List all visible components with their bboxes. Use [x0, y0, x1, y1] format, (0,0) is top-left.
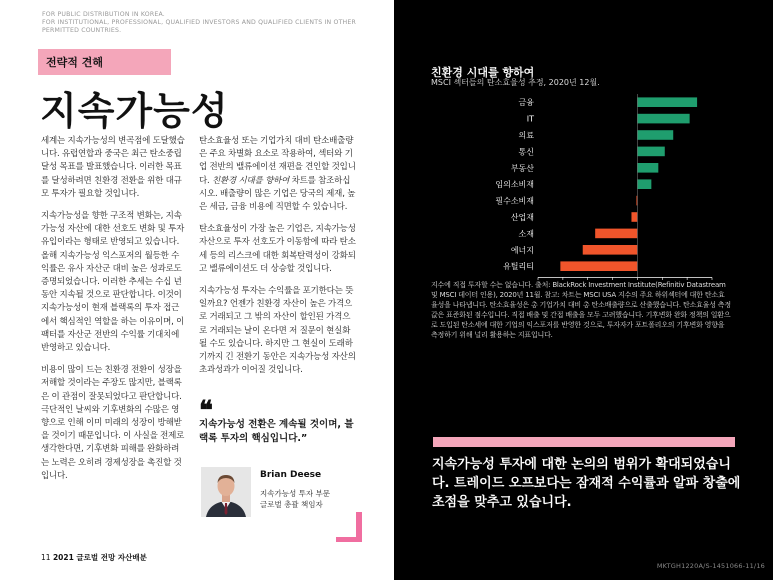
section-tag-label: 전략적 견해 [46, 56, 103, 69]
pull-quote: 지속가능성 전환은 계속될 것이며, 블랙록 투자의 핵심입니다.” [199, 419, 354, 444]
category-label: 통신 [518, 147, 534, 157]
carbon-efficiency-chart [430, 88, 720, 280]
decorative-bar [433, 437, 735, 447]
chart-source-note: 지수에 직접 투자할 수는 없습니다. 출처: BlackRock Investment Institute(Refinitiv Datastream 및 MSCI 데이터 인용), 2020년 11월. 참고: 차트는 MSCI USA 지수의 주요 하위섹터에 대한 탄소효율성을 나타냅니다. 탄소효율성은 총 기업가치 대비 총 탄소배출량으로 산출했습니다. 탄소효율성 측정값은 표준화된 점수입니다. 직접 배출 및 간접 배출을 모두 고려했습니다. 기후변화 완화 정책의 일환으로 도입된 탄소세에 대한 기업의 익스포저를 반영한 것으로, 투자자가 포트폴리오의 기후변화 영향을 측정하기 위해 널리 활용하는 지표입니다. [431, 281, 731, 339]
paragraph: 지속가능성 투자는 수익률을 포기한다는 뜻일까요? 언젠가 친환경 자산이 높은 가격으로 거래되고 그 밖의 자산이 할인된 가격으로 거래되는 날이 온다면 저 질문이 현실화될 수도 있습니다. 하지만 그 현실이 도래하기까지 긴 전환기 동안은 지속가능성 자산의 초과성과가 이어질 것입니다. [199, 286, 356, 376]
section-tag [38, 49, 171, 75]
category-label: 에너지 [510, 245, 534, 255]
chart-bar [560, 261, 637, 271]
body-column-1 [41, 135, 186, 492]
category-label: IT [526, 114, 534, 124]
category-label: 임의소비재 [495, 180, 534, 190]
person-portrait-icon [201, 467, 251, 517]
category-label: 소재 [518, 229, 534, 239]
category-label: 필수소비재 [495, 196, 534, 206]
chart-bar [637, 97, 697, 107]
chart-bar [637, 163, 658, 173]
chart-bar [637, 130, 673, 140]
callout-text: 지속가능성 투자에 대한 논의의 범위가 확대되었습니다. 트레이드 오프보다는 잠재적 수익률과 알파 창출에 초점을 맞추고 있습니다. [432, 457, 741, 510]
page-number: 11 [41, 553, 51, 562]
person-role: 지속가능성 투자 부문 [260, 489, 330, 498]
category-label: 금융 [518, 98, 534, 108]
person-role: 글로벌 총괄 책임자 [260, 500, 323, 509]
chart-bar [595, 229, 637, 239]
category-label: 의료 [518, 131, 534, 140]
chart-bar [637, 179, 651, 189]
chart-bar [637, 147, 664, 157]
page-title: 지속가능성 [40, 89, 229, 133]
disclaimer [42, 11, 382, 35]
category-label: 산업재 [510, 213, 534, 222]
paragraph-text: 차트를 참조하십시오. 배출량이 많은 기업은 당국의 제재, 높은 세금, 금융 비용에 직면할 수 있습니다. [199, 175, 356, 213]
chart-reference: 친환경 시대를 향하여 [212, 175, 290, 186]
paragraph-text: 탄소효율성 또는 기업가치 대비 탄소배출량은 주요 차별화 요소로 작용하여, 섹터와 기업 전반의 밸류에이션 재편을 견인할 것입니다. [199, 136, 356, 186]
chart-bar [637, 114, 689, 124]
person-name: Brian Deese [260, 470, 322, 480]
category-label: 부동산 [510, 163, 534, 173]
disclaimer-line: PERMITTED COUNTRIES. [42, 27, 122, 34]
chart-title: 친환경 시대를 향하여 [431, 66, 535, 79]
disclaimer-line: FOR INSTITUTIONAL, PROFESSIONAL, QUALIFIED INVESTORS AND QUALIFIED CLIENTS IN OTHER [42, 19, 357, 26]
decorative-corner [356, 512, 362, 542]
chart-bar [583, 245, 638, 255]
body-column-2 [199, 135, 357, 386]
paragraph [199, 135, 357, 214]
paragraph: 지속가능성을 향한 구조적 변화는, 지속가능성 자산에 대한 선호도 변화 및 투자 유입이라는 형태로 반영되고 있습니다. 올해 지속가능성 익스포저의 월등한 수익률은 유사 자산군 대비 높은 성과로도 증명되었습니다. 이러한 추세는 수십 년 동안 지속될 것으로 판단합니다. 이것이 지속가능성이 현재 블랙록의 투자 접근에서 핵심적인 역할을 하는 이유이며, 이 팩터를 자산군 전반의 수익률 기대치에 반영하고 있습니다. [41, 211, 185, 354]
publication-title: 2021 글로벌 전망 자산배분 [52, 553, 147, 562]
paragraph: 비용이 많이 드는 친환경 전환이 성장을 저해할 것이라는 주장도 많지만, 블랙록은 이 관점이 잘못되었다고 판단합니다. 극단적인 날씨와 기후변화의 수많은 영향으로 인해 이미 미래의 성장이 방해받을 것이기 때문입니다. 이 사실을 전제로 생각한다면, 기후변화 피해를 완화하려는 노력은 오히려 경제성장을 촉진할 것입니다. [41, 365, 185, 481]
disclaimer-line: FOR PUBLIC DISTRIBUTION IN KOREA. [42, 11, 165, 18]
chart-subtitle: MSCI 섹터들의 탄소효율성 추정, 2020년 12월. [431, 78, 600, 87]
paragraph: 세계는 지속가능성의 변곡점에 도달했습니다. 유럽연합과 중국은 최근 탄소중립 달성 목표를 발표했습니다. 이러한 목표를 달성하려면 친환경 전환을 위한 대규모 투자가 필요할 것입니다. [41, 136, 185, 199]
page-footer [41, 552, 147, 563]
avatar [201, 467, 251, 517]
paragraph: 탄소효율성이 가장 높은 기업은, 지속가능성 자산으로 투자 선호도가 이동함에 따라 탄소세 등의 리스크에 대한 회복탄력성이 강화되고 밸류에이션도 더 상승할 것입니다. [199, 224, 356, 274]
category-label: 유틸리티 [503, 262, 534, 272]
chart-bar [631, 212, 637, 222]
document-code: MKTGH1220A/S-1451066-11/16 [656, 562, 765, 570]
quote-mark-icon: ❝ [199, 396, 213, 426]
